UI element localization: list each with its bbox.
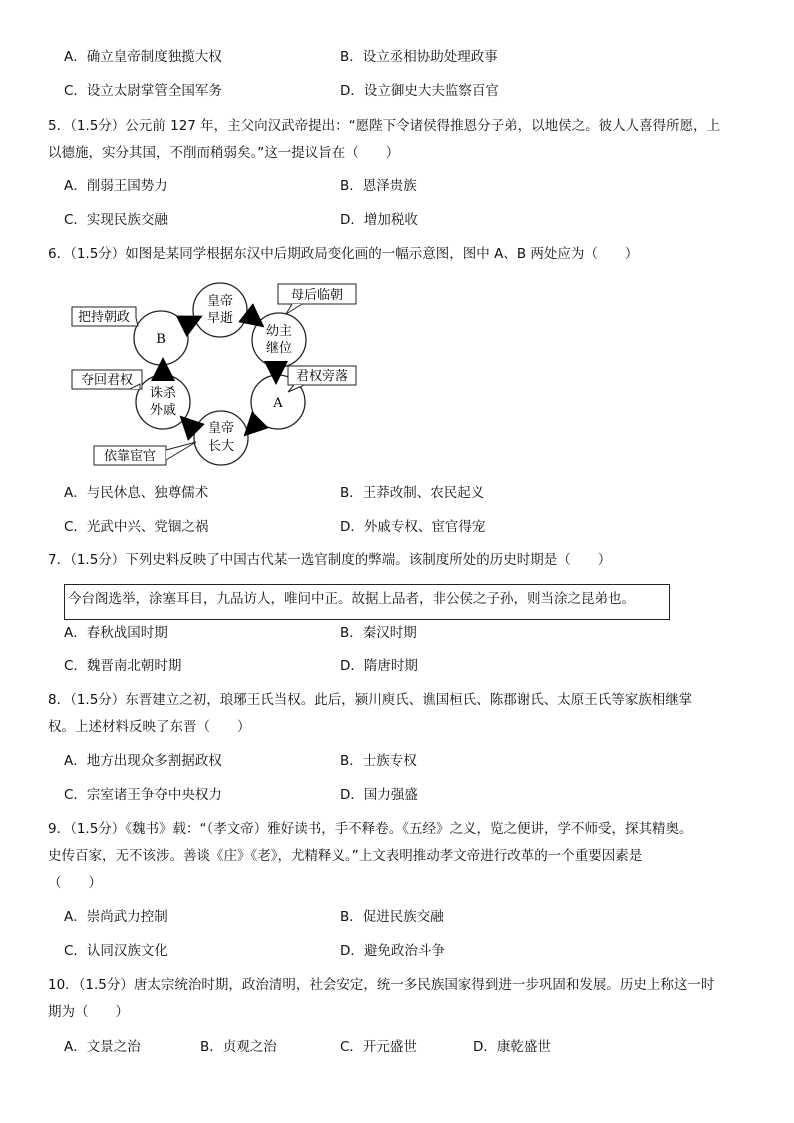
q8-stem-line1: 8．（1.5分）东晋建立之初，琅琊王氏当权。此后，颍川庾氏、谯国桓氏、陈郡谢氏、太原王氏等家族相继掌 <box>48 692 693 708</box>
q8-stem-line2: 权。上述材料反映了东晋（ ） <box>48 719 251 735</box>
q6-cycle-diagram <box>64 280 364 470</box>
q5-stem-line1: 5．（1.5分）公元前 127 年，主父向汉武帝提出：“愿陛下令诸侯得推恩分子弟，以地侯之。彼人人喜得所愿，上 <box>48 118 721 134</box>
q9-option-a: A．崇尚武力控制 <box>64 909 168 925</box>
q4-option-c: C．设立太尉掌管全国军务 <box>64 83 222 99</box>
svg-text:A: A <box>273 396 283 411</box>
q4-option-a: A．确立皇帝制度独揽大权 <box>64 49 222 65</box>
circle-young-ruler <box>252 313 306 367</box>
q9-option-b: B．促进民族交融 <box>340 909 444 925</box>
q9-stem-line2: 史传百家，无不该涉。善谈《庄》《老》，尤精释义。”上文表明推动孝文帝进行改革的一个重要因素是 <box>48 848 643 864</box>
circle-kill-relatives <box>136 375 190 429</box>
q8-option-a: A．地方出现众多割据政权 <box>64 753 222 769</box>
q6-option-b: B．王莽改制、农民起义 <box>340 485 485 501</box>
circle-b <box>134 311 188 365</box>
callout-control-court <box>72 307 138 326</box>
callout-reclaim-power <box>72 370 142 389</box>
q10-option-a: A．文景之治 <box>64 1039 141 1055</box>
svg-text:夺回君权: 夺回君权 <box>80 373 134 388</box>
q6-option-c: C．光武中兴、党锢之祸 <box>64 519 209 535</box>
q9-option-c: C．认同汉族文化 <box>64 943 168 959</box>
q10-option-b: B．贞观之治 <box>200 1039 277 1055</box>
q4-option-d: D．设立御史大夫监察百官 <box>340 83 499 99</box>
svg-text:母后临朝: 母后临朝 <box>290 288 344 303</box>
q9-stem-line1: 9．（1.5分）《魏书》载：“（孝文帝）雅好读书，手不释卷。《五经》之义，览之便讲，学不师受，探其精奥。 <box>48 821 693 837</box>
q6-option-d: D．外戚专权、宦官得宠 <box>340 519 486 535</box>
q6-option-a: A．与民休息、独尊儒术 <box>64 485 209 501</box>
q10-stem-line1: 10．（1.5分）唐太宗统治时期，政治清明，社会安定，统一多民族国家得到进一步巩固和发展。历史上称这一时 <box>48 977 715 993</box>
svg-text:皇帝: 皇帝 <box>206 294 234 309</box>
circle-emperor-grown <box>194 411 248 465</box>
svg-text:外戚: 外戚 <box>149 403 177 418</box>
callout-rely-eunuchs <box>94 442 196 465</box>
q10-option-c: C．开元盛世 <box>340 1039 417 1055</box>
svg-text:依靠宦官: 依靠宦官 <box>103 449 157 464</box>
svg-text:皇帝: 皇帝 <box>207 421 235 436</box>
svg-text:长大: 长大 <box>207 439 235 454</box>
q9-stem-line3: （ ） <box>48 875 102 891</box>
svg-text:诛杀: 诛杀 <box>149 386 177 401</box>
svg-text:把持朝政: 把持朝政 <box>77 310 131 325</box>
q7-quote-text: 今台阁选举，涂塞耳目，九品访人，唯问中正。故据上品者，非公侯之子孙，则当涂之昆弟也。 <box>68 591 635 607</box>
svg-text:早逝: 早逝 <box>206 311 234 326</box>
q5-option-c: C．实现民族交融 <box>64 212 168 228</box>
q5-option-d: D．增加税收 <box>340 212 418 228</box>
q10-stem-line2: 期为（ ） <box>48 1004 129 1020</box>
svg-text:幼主: 幼主 <box>265 324 293 339</box>
q5-option-b: B．恩泽贵族 <box>340 178 417 194</box>
circle-emperor-dies-early <box>193 283 247 337</box>
q10-option-d: D．康乾盛世 <box>473 1039 551 1055</box>
svg-text:B: B <box>156 332 166 347</box>
q5-stem-line2: 以德施，实分其国，不削而稍弱矣。”这一提议旨在（ ） <box>48 145 400 161</box>
q7-option-b: B．秦汉时期 <box>340 625 417 641</box>
q8-option-c: C．宗室诸王争夺中央权力 <box>64 787 222 803</box>
q7-option-d: D．隋唐时期 <box>340 658 418 674</box>
q7-stem: 7．（1.5分）下列史料反映了中国古代某一选官制度的弊端。该制度所处的历史时期是（ ） <box>48 552 612 568</box>
q7-option-a: A．春秋战国时期 <box>64 625 168 641</box>
q8-option-d: D．国力强盛 <box>340 787 418 803</box>
svg-text:继位: 继位 <box>265 341 293 356</box>
q7-option-c: C．魏晋南北朝时期 <box>64 658 182 674</box>
q9-option-d: D．避免政治斗争 <box>340 943 445 959</box>
q4-option-b: B．设立丞相协助处理政事 <box>340 49 498 65</box>
callout-empress-regency <box>278 284 356 314</box>
svg-text:君权旁落: 君权旁落 <box>295 369 349 384</box>
q6-stem: 6．（1.5分）如图是某同学根据东汉中后期政局变化画的一幅示意图，图中 A、B 两处应为（ ） <box>48 246 639 262</box>
q8-option-b: B．士族专权 <box>340 753 417 769</box>
q5-option-a: A．削弱王国势力 <box>64 178 168 194</box>
